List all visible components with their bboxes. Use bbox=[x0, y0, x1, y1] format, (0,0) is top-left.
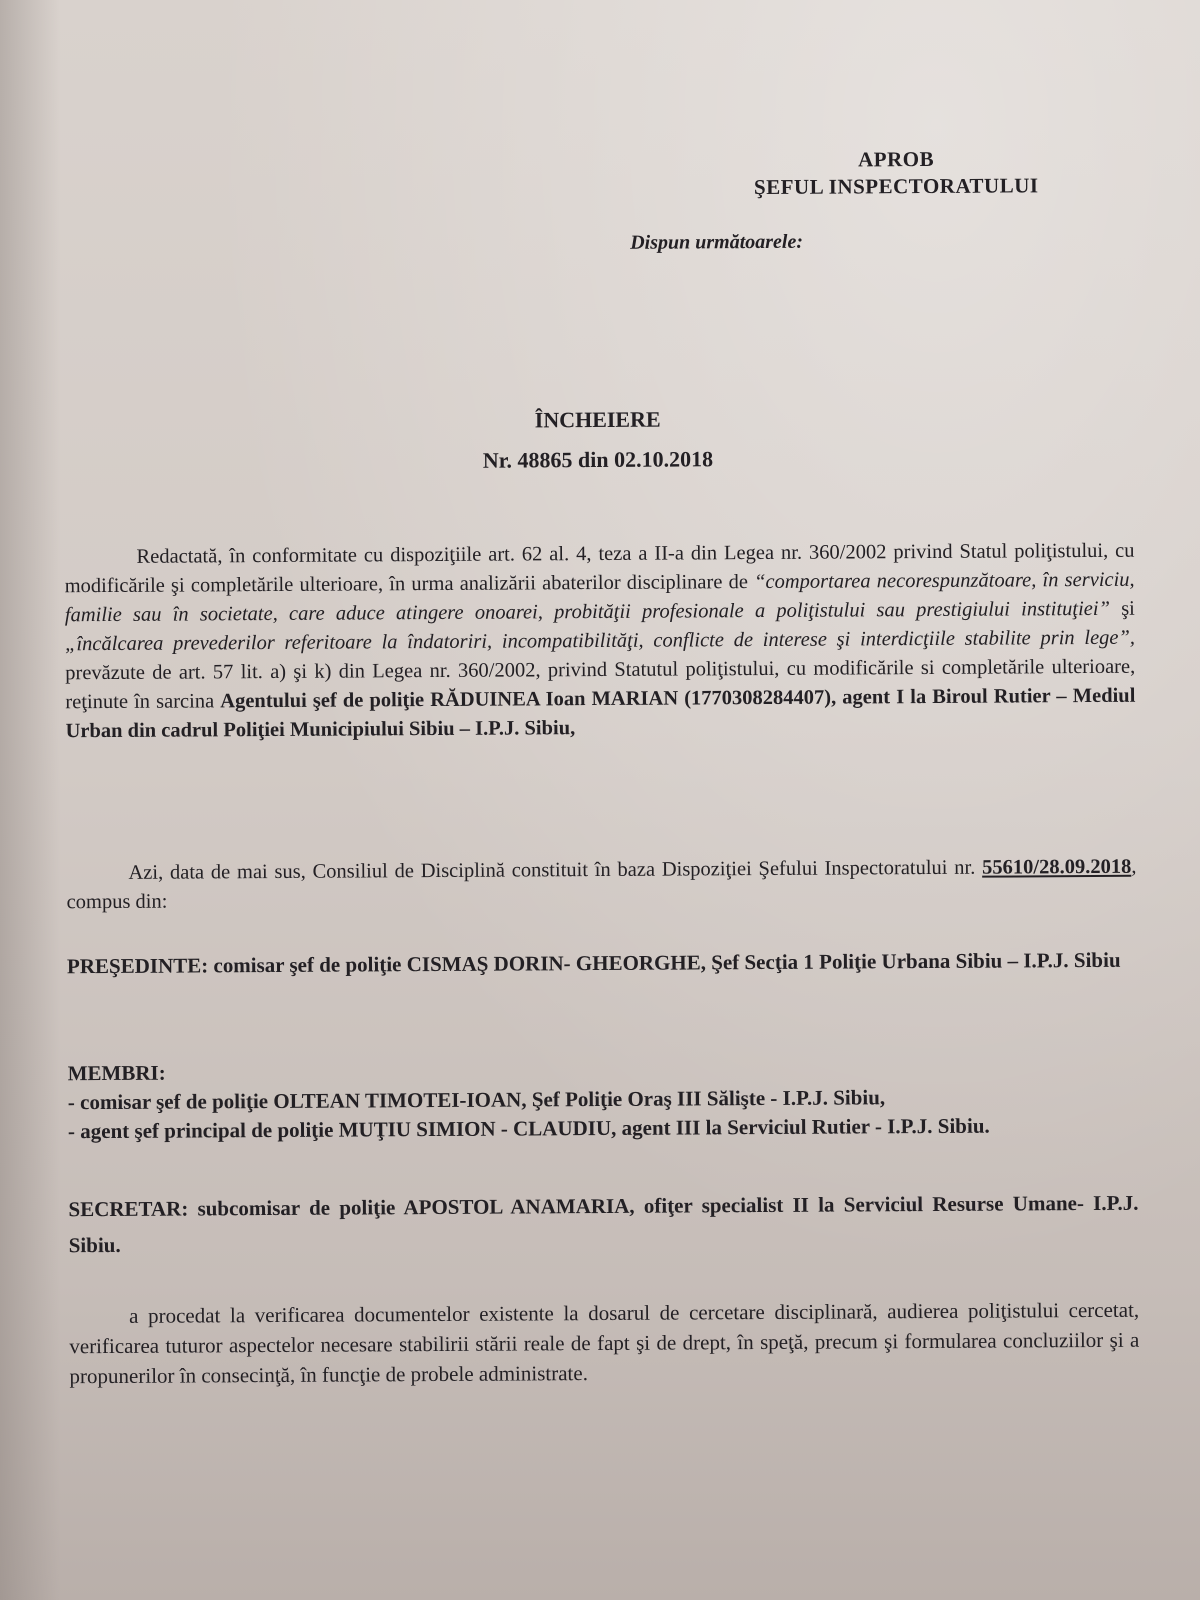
paragraph-redactata bbox=[64, 537, 1135, 747]
p1-quote-1: “comportarea necorespunzătoare, în serviciu, familie sau în societate, care aduce atingere onoarei, probităţii profesionale a poliţistului sau prestigiului instituţiei” bbox=[64, 568, 1135, 627]
p2-disposition-ref: 55610/28.09.2018 bbox=[982, 855, 1132, 879]
approval-block bbox=[696, 145, 1096, 201]
presedinte-line: PREŞEDINTE: comisar şef de poliţie CISMAŞ DORIN- GHEORGHE, Şef Secţia 1 Poliţie Urbana Sibiu – I.P.J. Sibiu bbox=[66, 947, 1121, 979]
p1-text-start: Redactată, în conformitate cu dispoziţiile art. 62 al. 4, teza a II-a din Legea nr. 360/2002 privind Statul poliţistului, cu modificările şi completările ulterioare, în urma analizării abaterilor disciplinare de bbox=[64, 539, 1135, 598]
document-title-block bbox=[398, 399, 798, 481]
approve-label: APROB bbox=[858, 146, 935, 172]
p1-text-middle: prevăzute de art. 57 lit. a) şi k) din Legea nr. 360/2002, privind Statutul poliţistului, cu modificările si completările ulterioare, reţinute în sarcina bbox=[65, 655, 1136, 714]
member-1: - comisar şef de poliţie OLTEAN TIMOTEI-IOAN, Şef Poliţie Oraş III Sălişte - I.P.J. Sibiu, bbox=[67, 1085, 886, 1115]
document-heading: ÎNCHEIERE bbox=[534, 406, 661, 433]
chief-title: ŞEFUL INSPECTORATULUI bbox=[753, 173, 1039, 200]
paragraph-consiliu bbox=[66, 853, 1136, 918]
member-2: - agent şef principal de poliţie MUŢIU SIMION - CLAUDIU, agent III la Serviciul Rutier - I.P.J. Sibiu. bbox=[67, 1113, 990, 1144]
p1-and: şi bbox=[1109, 597, 1135, 620]
p2-text-end: , compus din: bbox=[66, 855, 1137, 914]
p1-quote-2: „încălcarea prevederilor referitoare la îndatoriri, incompatibilităţi, conflicte de interese şi interdicţiile stabilite prin lege”, bbox=[64, 626, 1136, 656]
secretar-line: SECRETAR: subcomisar de poliţie APOSTOL ANAMARIA, ofiţer specialist II la Serviciul Resurse Umane- I.P.J. Sibiu. bbox=[68, 1190, 1139, 1258]
p1-accused-agent: Agentului şef de poliţie RĂDUINEA Ioan MARIAN (1770308284407), agent I la Biroul Rutier – Mediul Urban din cadrul Poliţiei Municipiului Sibiu – I.P.J. Sibiu, bbox=[65, 684, 1136, 743]
membri-block bbox=[68, 1053, 1139, 1147]
paragraph-procedat: a procedat la verificarea documentelor existente la dosarul de cercetare disciplinară, audierea poliţistului cercetat, verificarea tuturor aspectelor necesare stabilirii stării reale de fapt şi de drept, în speţă, precum şi formularea concluziilor şi a propunerilor în consecinţă, în funcţie de probele administrate. bbox=[69, 1297, 1140, 1389]
p2-text-start: Azi, data de mai sus, Consiliul de Disciplină constituit în baza Dispoziţiei Şefului Inspectoratului nr. bbox=[128, 856, 983, 884]
document-number: Nr. 48865 din 02.10.2018 bbox=[482, 446, 714, 473]
membri-label: MEMBRI: bbox=[67, 1060, 166, 1086]
dispun-line: Dispun următoarele: bbox=[630, 230, 804, 254]
